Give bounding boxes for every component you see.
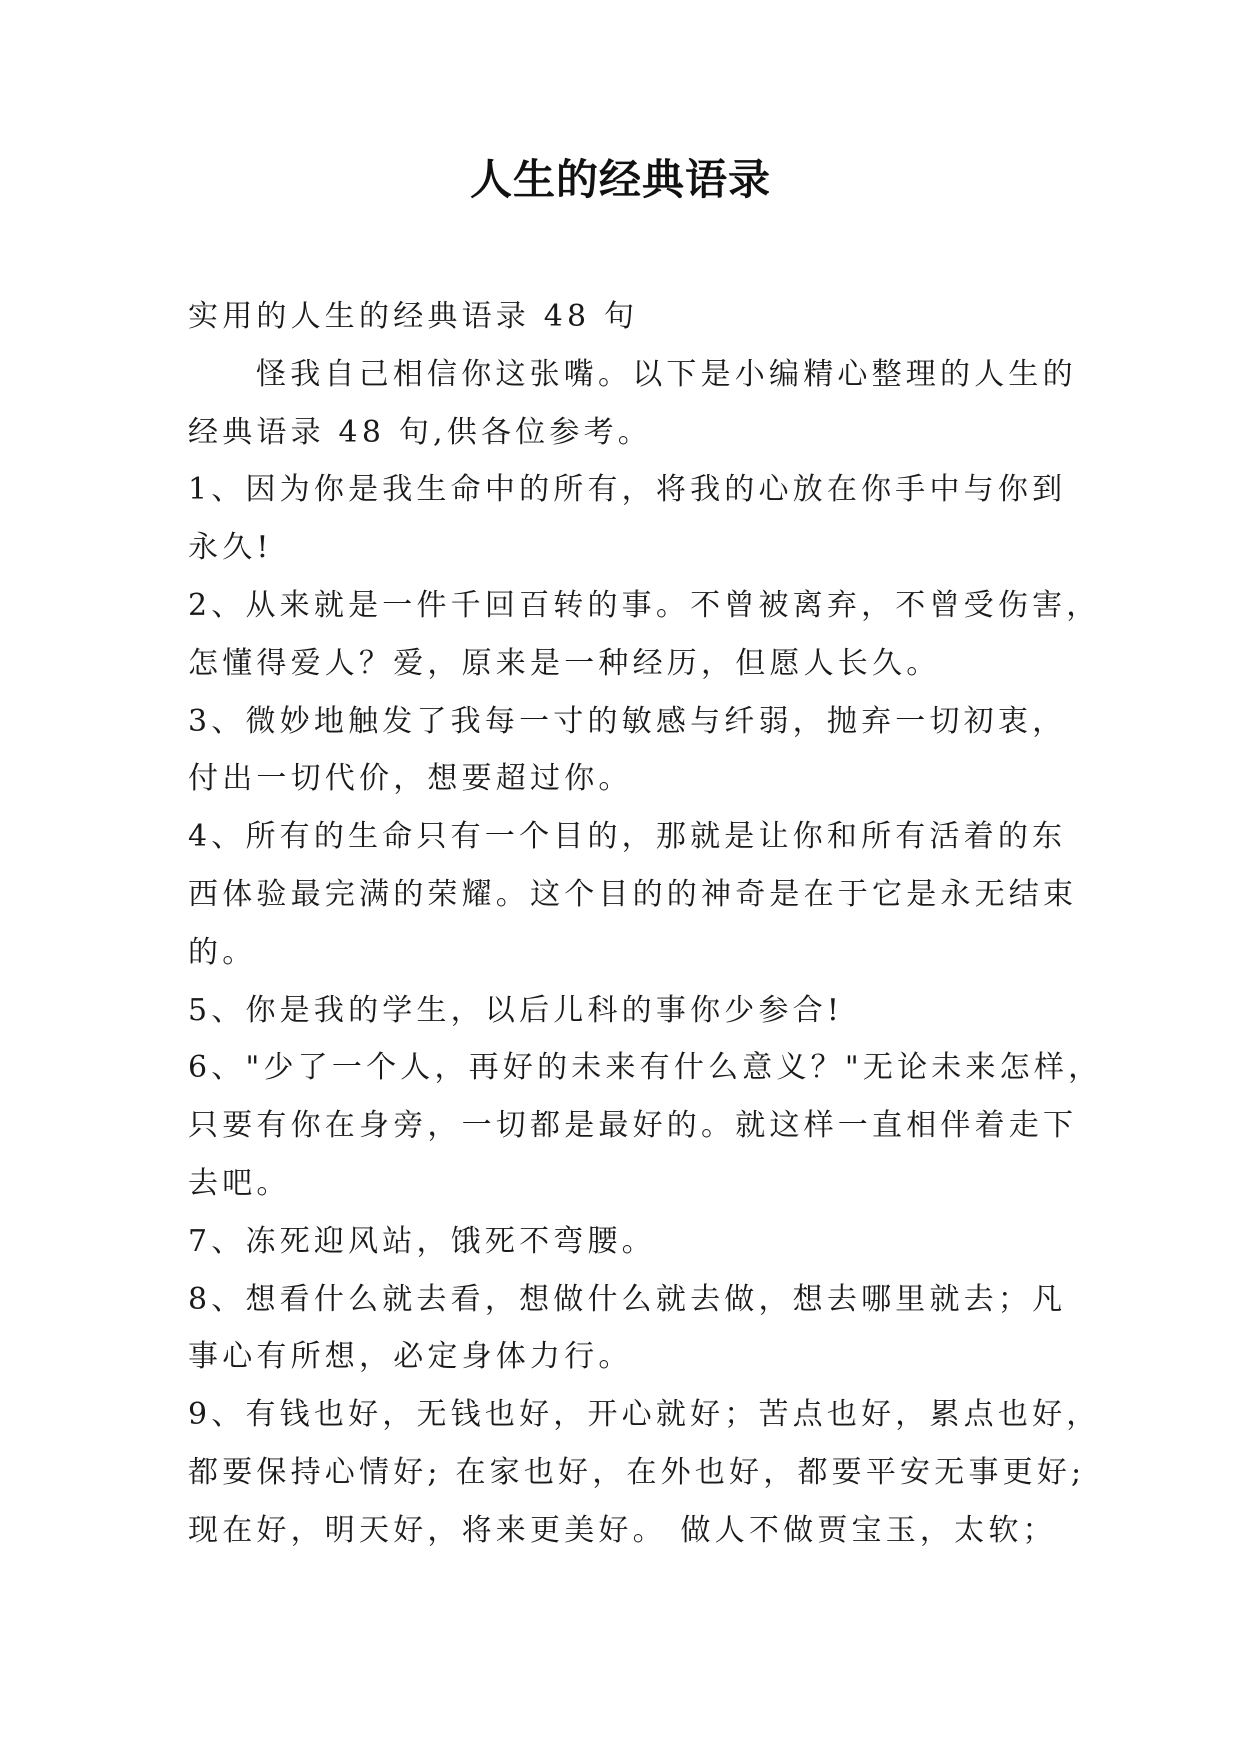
document-body	[188, 288, 1103, 1560]
document-title: 人生的经典语录	[469, 155, 771, 204]
text-line: 怎懂得爱人？爱，原来是一种经历，但愿人长久。	[188, 645, 941, 681]
text-line: 6、"少了一个人，再好的未来有什么意义？"无论未来怎样，	[188, 1050, 1103, 1086]
text-line: 3、微妙地触发了我每一寸的敏感与纤弱，抛弃一切初衷，	[188, 703, 1067, 739]
text-line: 现在好，明天好，将来更美好。 做人不做贾宝玉，太软；	[188, 1512, 1057, 1548]
text-line: 9、有钱也好，无钱也好，开心就好；苦点也好，累点也好，	[188, 1397, 1101, 1433]
text-line: 只要有你在身旁，一切都是最好的。就这样一直相伴着走下	[188, 1108, 1078, 1144]
text-line: 去吧。	[188, 1165, 291, 1201]
text-line: 4、所有的生命只有一个目的，那就是让你和所有活着的东	[188, 819, 1067, 855]
text-line: 永久!	[188, 530, 273, 566]
text-line: 付出一切代价，想要超过你。	[188, 761, 633, 797]
text-line: 经典语录 48 句,供各位参考。	[188, 414, 652, 450]
text-line: 7、冻死迎风站，饿死不弯腰。	[188, 1223, 656, 1259]
text-line: 8、想看什么就去看，想做什么就去做，想去哪里就去；凡	[188, 1281, 1067, 1317]
text-line: 的。	[188, 934, 257, 970]
text-line: 怪我自己相信你这张嘴。以下是小编精心整理的人生的	[256, 356, 1077, 392]
text-line: 西体验最完满的荣耀。这个目的的神奇是在于它是永无结束	[188, 876, 1078, 912]
text-line: 都要保持心情好; 在家也好，在外也好，都要平安无事更好;	[188, 1454, 1086, 1490]
text-line: 1、因为你是我生命中的所有，将我的心放在你手中与你到	[188, 472, 1067, 508]
text-line: 2、从来就是一件千回百转的事。不曾被离弃，不曾受伤害，	[188, 587, 1101, 623]
text-line: 事心有所想，必定身体力行。	[188, 1339, 633, 1375]
text-line: 5、你是我的学生，以后儿科的事你少参合!	[188, 992, 844, 1028]
text-line: 实用的人生的经典语录 48 句	[188, 299, 639, 334]
